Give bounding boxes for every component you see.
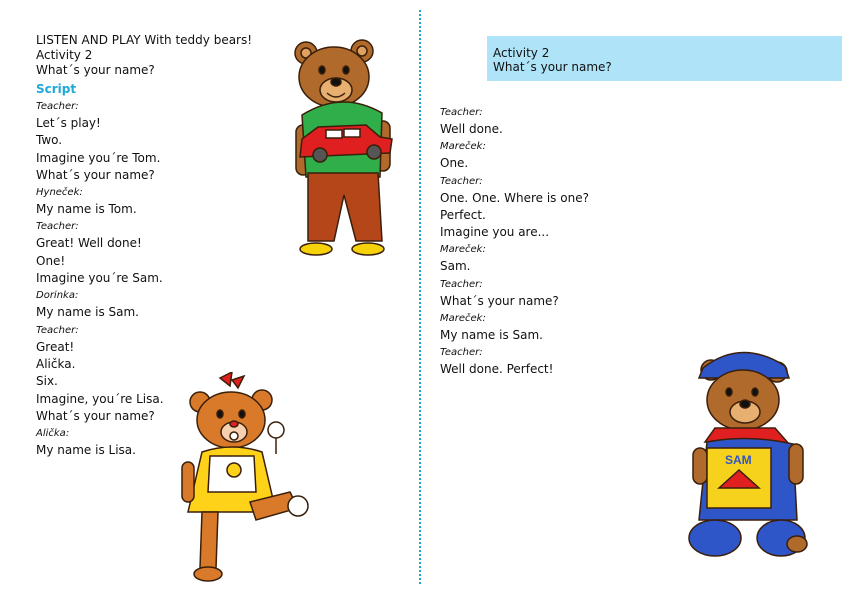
dialogue-line: Six.: [36, 374, 58, 389]
tom-bear-with-car-illustration: [282, 35, 404, 261]
dialogue-line: Great! Well done!: [36, 236, 142, 251]
activity-header-box: [487, 36, 842, 81]
dialogue-line: My name is Sam.: [36, 305, 139, 320]
speaker-label: Mareček:: [440, 313, 486, 325]
speaker-label: Teacher:: [440, 278, 483, 290]
dialogue-line: Imagine you´re Tom.: [36, 150, 161, 165]
activity-title: Activity 2: [493, 46, 550, 60]
dialogue-line: Let´s play!: [36, 116, 101, 130]
speaker-label: Teacher:: [440, 175, 483, 187]
dialogue-line: Two.: [36, 133, 63, 148]
speaker-label: Teacher:: [36, 101, 79, 112]
sam-sign-text: SAM: [725, 453, 752, 467]
speaker-label: Mareček:: [440, 244, 486, 256]
right-dialogue-block: [440, 104, 700, 379]
left-page: [0, 0, 420, 596]
dialogue-line: Great!: [36, 339, 75, 354]
dialogue-line: Sam.: [440, 259, 471, 274]
dialogue-line: My name is Lisa.: [36, 443, 136, 458]
speaker-label: Teacher:: [36, 324, 79, 336]
dialogue-line: One.: [440, 156, 469, 171]
dialogue-line: Imagine you are...: [440, 225, 550, 240]
sam-bear-with-sign-illustration: [685, 348, 821, 560]
dialogue-line: One!: [36, 253, 66, 268]
right-page: [421, 0, 842, 596]
speaker-label: Teacher:: [440, 347, 483, 359]
dialogue-line: Perfect.: [440, 207, 486, 222]
dialogue-line: What´s your name?: [36, 167, 155, 182]
header-line-1: LISTEN AND PLAY With teddy bears!: [36, 33, 253, 47]
speaker-label: Dorinka:: [36, 290, 79, 302]
dialogue-line: Imagine, you´re Lisa.: [36, 391, 164, 406]
speaker-label: Mareček:: [440, 141, 486, 153]
script-label: Script: [36, 82, 77, 96]
dialogue-line: What´s your name?: [36, 408, 155, 423]
dialogue-line: Alička.: [36, 356, 76, 371]
dialogue-line: My name is Tom.: [36, 202, 137, 217]
header-line-3: What´s your name?: [36, 63, 155, 77]
dialogue-line: One. One. Where is one?: [440, 190, 589, 205]
activity-subtitle: What´s your name?: [493, 60, 612, 74]
dialogue-line: Well done.: [440, 122, 503, 136]
dialogue-line: What´s your name?: [440, 293, 559, 308]
right-dialogue: [440, 104, 700, 379]
lisa-bear-illustration: [180, 372, 310, 587]
header-line-2: Activity 2: [36, 48, 93, 62]
dialogue-line: Well done. Perfect!: [440, 362, 554, 377]
speaker-label: Hyneček:: [36, 187, 83, 199]
dialogue-line: Imagine you´re Sam.: [36, 271, 163, 286]
dialogue-line: My name is Sam.: [440, 328, 543, 343]
speaker-label: Alička:: [36, 428, 70, 440]
speaker-label: Teacher:: [36, 221, 79, 233]
speaker-label: Teacher:: [440, 107, 483, 118]
